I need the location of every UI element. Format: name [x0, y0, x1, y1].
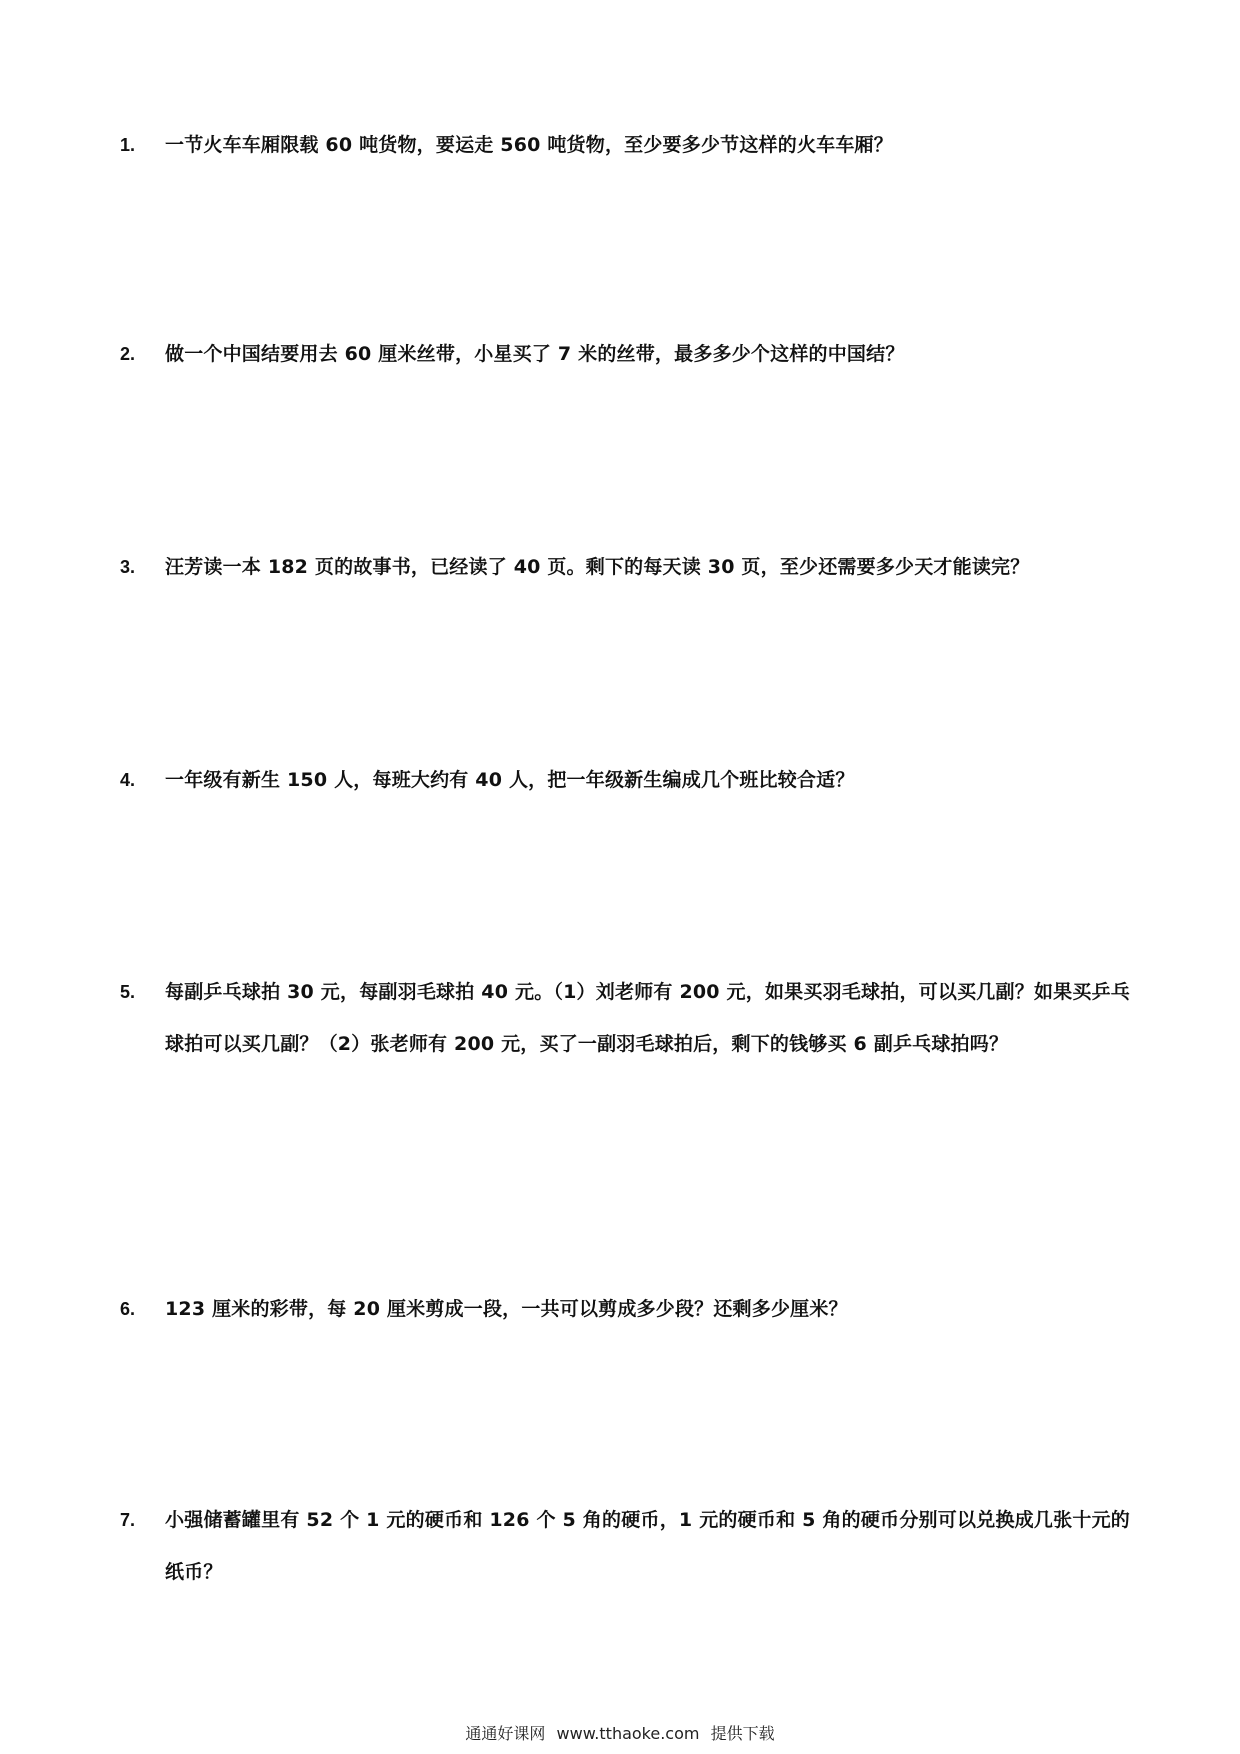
question-6: [120, 1283, 1130, 1335]
question-4: [120, 754, 1130, 806]
page-footer: [0, 1723, 1240, 1745]
question-7: [120, 1494, 1130, 1598]
question-text: 一年级有新生 150 人，每班大约有 40 人，把一年级新生编成几个班比较合适？: [165, 769, 855, 791]
question-number: 3.: [120, 557, 136, 577]
question-number: 2.: [120, 344, 136, 364]
question-text: 小强储蓄罐里有 52 个 1 元的硬币和 126 个 5 角的硬币，1 元的硬币和 5 角的硬币分别可以兑换成几张十元的纸币？: [165, 1509, 1130, 1583]
question-1: [120, 119, 1130, 171]
question-number: 5.: [120, 982, 136, 1002]
footer-suffix: 提供下载: [710, 1724, 775, 1743]
question-2: [120, 328, 1130, 380]
question-text: 一节火车车厢限载 60 吨货物，要运走 560 吨货物，至少要多少节这样的火车车厢？: [165, 134, 893, 156]
question-text: 汪芳读一本 182 页的故事书，已经读了 40 页。剩下的每天读 30 页，至少还需要多少天才能读完？: [165, 556, 1030, 578]
question-5: [120, 966, 1130, 1070]
question-text: 每副乒乓球拍 30 元，每副羽毛球拍 40 元。（1）刘老师有 200 元，如果买羽毛球拍，可以买几副？如果买乒乓球拍可以买几副？（2）张老师有 200 元，买了一副羽毛球拍后，剩下的钱够买 6 副乒乓球拍吗？: [165, 981, 1130, 1055]
footer-site-name: 通通好课网: [465, 1724, 546, 1743]
footer-url[interactable]: www.tthaoke.com: [556, 1724, 700, 1743]
question-number: 4.: [120, 770, 136, 790]
question-3: [120, 541, 1130, 593]
question-number: 6.: [120, 1299, 136, 1319]
question-text: 做一个中国结要用去 60 厘米丝带，小星买了 7 米的丝带，最多多少个这样的中国结？: [165, 343, 905, 365]
question-text: 123 厘米的彩带，每 20 厘米剪成一段，一共可以剪成多少段？还剩多少厘米？: [165, 1298, 848, 1320]
question-number: 7.: [120, 1510, 136, 1530]
question-number: 1.: [120, 135, 136, 155]
